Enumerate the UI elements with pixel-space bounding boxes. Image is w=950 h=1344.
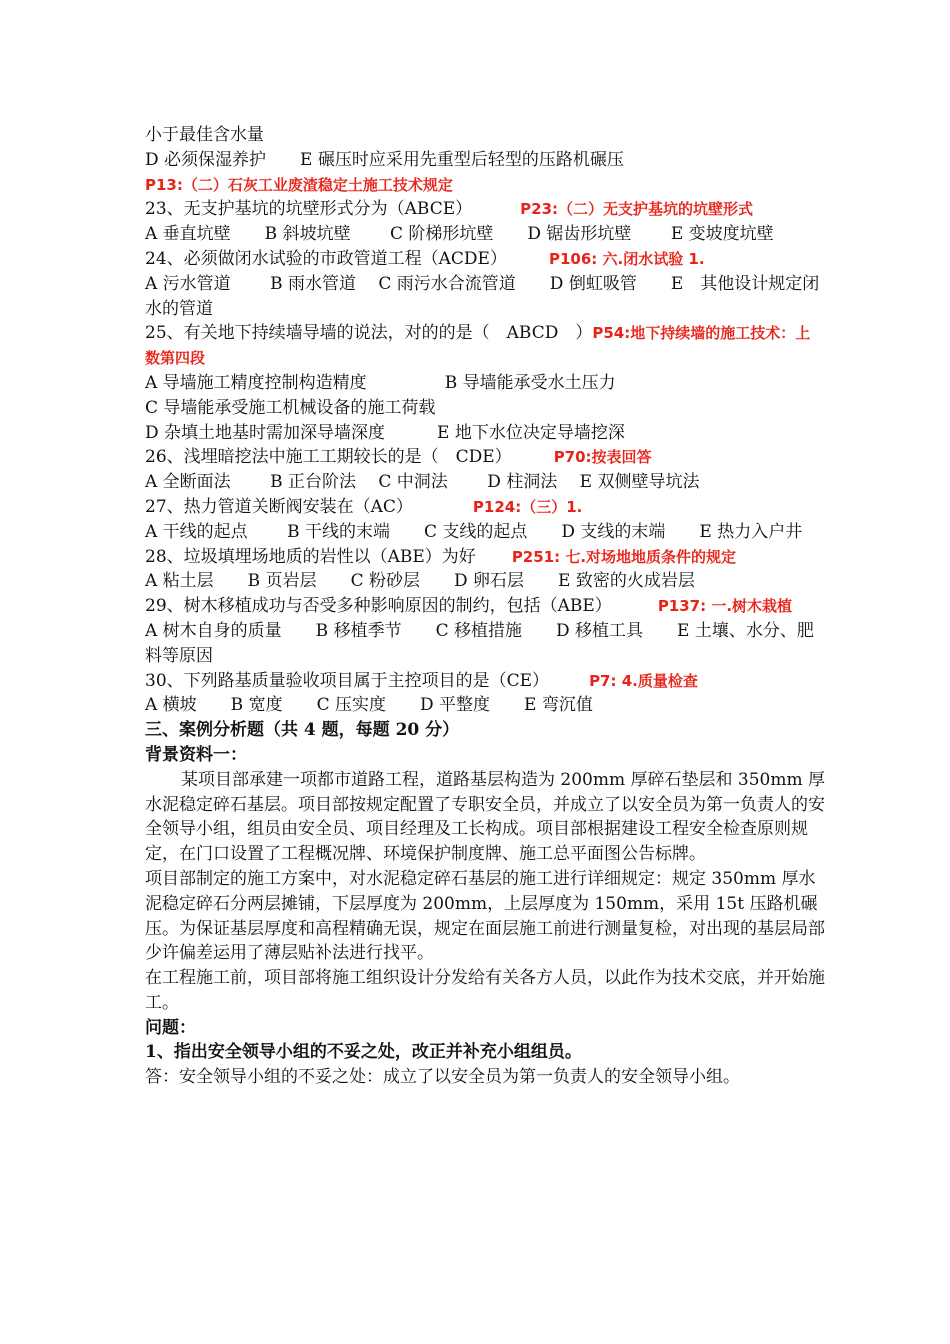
page-reference: P54:地下持续墙的施工技术：上数第四段	[145, 324, 811, 368]
question-25-options-ab	[145, 371, 825, 396]
option-d: D 必须保湿养护	[145, 149, 267, 170]
page-reference: P137: 一.树木栽植	[657, 597, 793, 616]
question-25-options-de	[145, 421, 825, 446]
question-28-options: A 粘土层 B 页岩层 C 粉砂层 D 卵石层 E 致密的火成岩层	[145, 571, 695, 592]
background-paragraph-2: 项目部制定的施工方案中，对水泥稳定碎石基层的施工进行详细规定：规定 350mm 厚水泥稳定碎石分两层摊铺，下层厚度为 200mm，上层厚度为 150mm，采用 15t 压路机碾压。为保证基层厚度和高程精确无误，规定在面层施工前进行测量复检，对出现的基层局部少许偏差运用了薄层贴补法进行找平。	[145, 868, 825, 964]
option-b: B 导墙能承受水土压力	[444, 372, 616, 393]
question-28	[145, 545, 825, 570]
question-27-options: A 干线的起点 B 干线的末端 C 支线的起点 D 支线的末端 E 热力入户井	[145, 521, 803, 542]
question-25	[145, 321, 825, 371]
question-27	[145, 495, 825, 520]
question-30-options: A 横坡 B 宽度 C 压实度 D 平整度 E 弯沉值	[145, 695, 593, 716]
question-29-options: A 树木自身的质量 B 移植季节 C 移植措施 D 移植工具 E 土壤、水分、肥料等原因	[145, 620, 814, 666]
question-29	[145, 594, 825, 619]
page-reference: P13:（二）石灰工业废渣稳定土施工技术规定	[145, 175, 453, 194]
section-heading: 三、案例分析题（共 4 题，每题 20 分）	[145, 720, 460, 741]
question-text: 26、浅埋暗挖法中施工工期较长的是（ CDE）	[145, 447, 512, 468]
background-paragraph-1: 某项目部承建一项都市道路工程，道路基层构造为 200mm 厚碎石垫层和 350mm 厚水泥稳定碎石基层。项目部按规定配置了专职安全员，并成立了以安全员为第一负责人的安全领导小组，组员由安全员、项目经理及工长构成。项目部根据建设工程安全检查原则规定，在门口设置了工程概况牌、环境保护制度牌、施工总平面图公告标牌。	[145, 769, 825, 865]
background-paragraph-3: 在工程施工前，项目部将施工组织设计分发给有关各方人员，以此作为技术交底，并开始施工。	[145, 968, 825, 1013]
question-text: 27、热力管道关断阀安装在（AC）	[145, 496, 413, 517]
page-reference: P23:（二）无支护基坑的坑壁形式	[520, 200, 754, 219]
answer-1: 答：安全领导小组的不妥之处：成立了以安全员为第一负责人的安全领导小组。	[145, 1067, 740, 1088]
question-text: 23、无支护基坑的坑壁形式分为（ABCE）	[145, 199, 473, 220]
page-reference: P106: 六.闭水试验 1.	[548, 249, 705, 268]
option-e: E 地下水位决定导墙挖深	[437, 422, 625, 443]
option-d: D 杂填土地基时需加深导墙深度	[145, 422, 386, 443]
question-text: 24、必须做闭水试验的市政管道工程（ACDE）	[145, 248, 507, 269]
questions-heading: 问题：	[145, 1017, 196, 1038]
question-text: 29、树木移植成功与否受多种影响原因的制约，包括（ABE）	[145, 596, 612, 617]
question-text: 25、有关地下持续墙导墙的说法，对的的是（ ABCD ）	[145, 323, 593, 344]
question-30	[145, 669, 825, 694]
question-23-options: A 垂直坑壁 B 斜坡坑壁 C 阶梯形坑壁 D 锯齿形坑壁 E 变坡度坑壁	[145, 224, 774, 245]
option-e: E 碾压时应采用先重型后轻型的压路机碾压	[300, 149, 624, 170]
document-body	[145, 123, 825, 1090]
question-23	[145, 197, 825, 222]
question-26-options: A 全断面法 B 正台阶法 C 中洞法 D 柱洞法 E 双侧壁导坑法	[145, 472, 700, 493]
question-text: 28、垃圾填埋场地质的岩性以（ABE）为好	[145, 546, 476, 567]
background-heading: 背景资料一：	[145, 744, 247, 765]
option-c: C 导墙能承受施工机械设备的施工荷载	[145, 397, 436, 418]
text-line	[145, 148, 825, 173]
page-reference: P251: 七.对场地地质条件的规定	[511, 547, 737, 566]
page-reference: P7: 4.质量检查	[589, 671, 698, 690]
question-24	[145, 247, 825, 272]
question-1: 1、指出安全领导小组的不妥之处，改正并补充小组组员。	[145, 1042, 582, 1063]
page-reference: P70:按表回答	[553, 448, 652, 467]
page-reference: P124:（三）1.	[472, 497, 583, 516]
question-24-options: A 污水管道 B 雨水管道 C 雨污水合流管道 D 倒虹吸管 E 其他设计规定闭水的管道	[145, 273, 820, 319]
option-a: A 导墙施工精度控制构造精度	[145, 372, 367, 393]
question-26	[145, 445, 825, 470]
text-line: 小于最佳含水量	[145, 125, 264, 145]
question-text: 30、下列路基质量验收项目属于主控项目的是（CE）	[145, 670, 550, 691]
